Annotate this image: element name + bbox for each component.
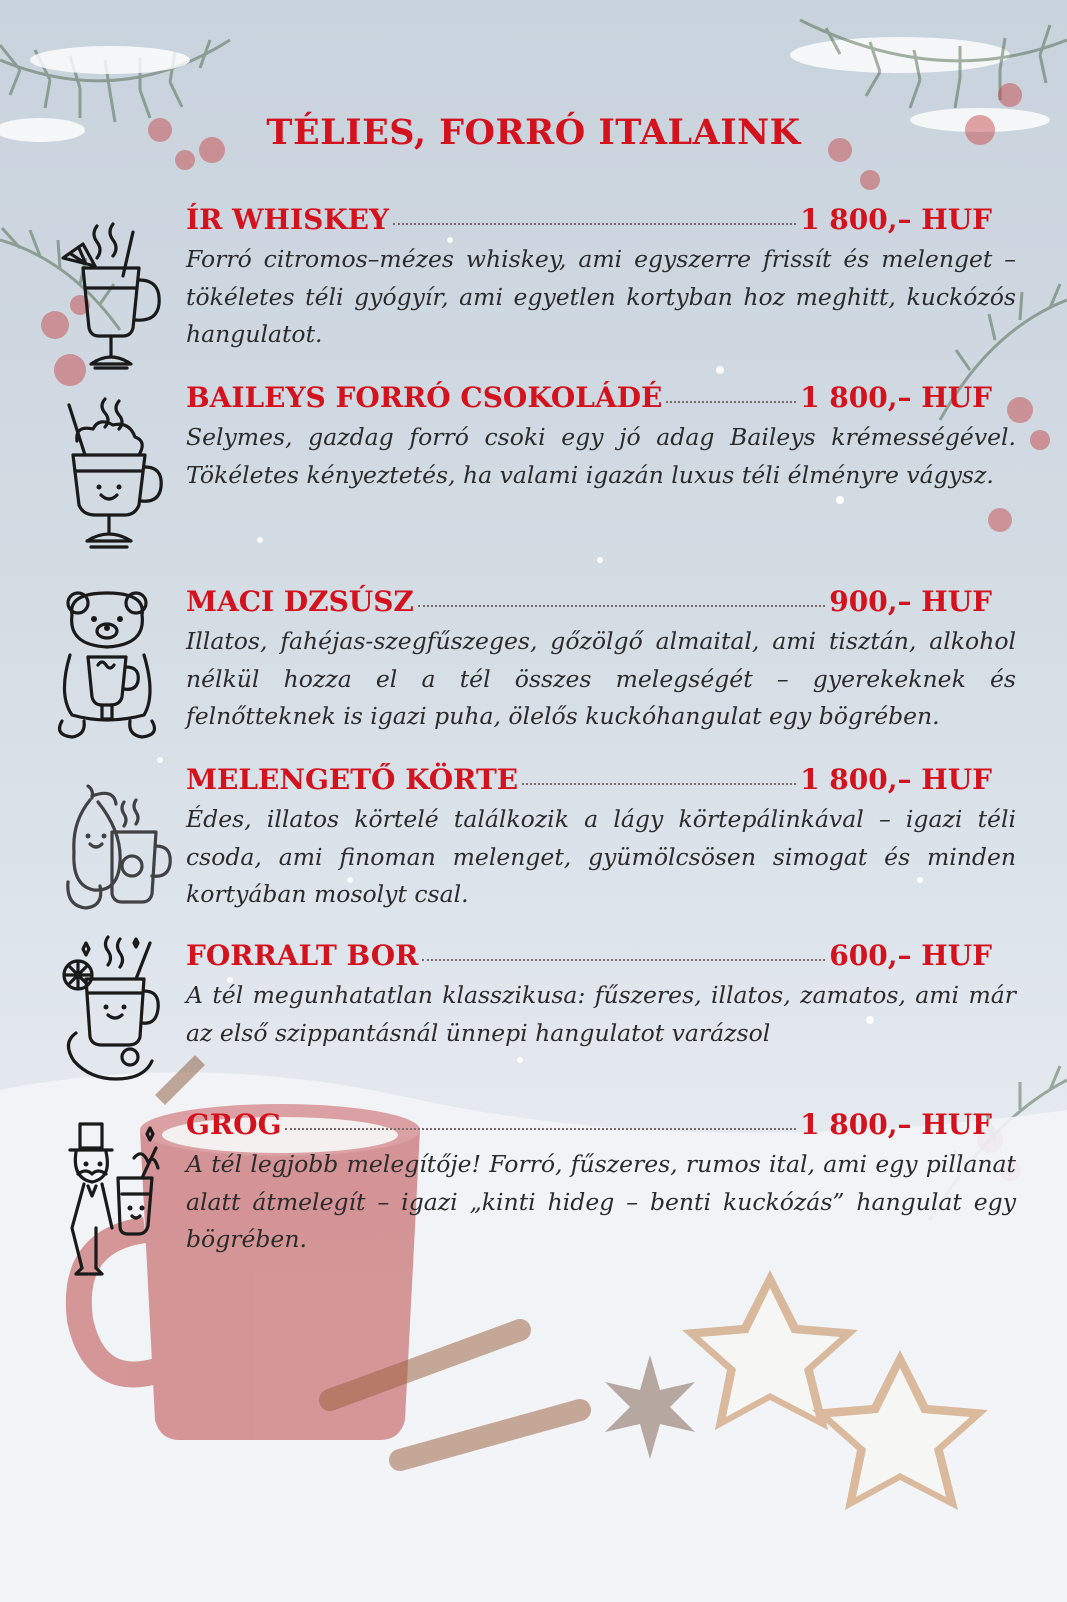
- dot-leader: [666, 401, 796, 403]
- dot-leader: [522, 783, 796, 785]
- menu-item-ir-whiskey: [186, 203, 1016, 354]
- gentleman-grog-icon: [62, 1118, 172, 1278]
- pear-mug-icon: [64, 782, 174, 942]
- item-price: 1 800,– HUF: [800, 763, 992, 796]
- item-name: FORRALT BOR: [186, 939, 419, 972]
- menu-item-melengeto-korte: [186, 763, 1016, 914]
- item-description: Forró citromos–mézes whiskey, ami egyszerre frissít és melenget – tökéletes téli gyógyír, ami egyetlen kortyban hoz meghitt, kuckózós hangulatot.: [186, 245, 1016, 348]
- item-description: A tél megunhatatlan klasszikusa: fűszeres, illatos, zamatos, ami már az első szippantásnál ünnepi hangulatot varázsol: [186, 981, 1016, 1047]
- dot-leader: [285, 1128, 796, 1130]
- page-title: TÉLIES, FORRÓ ITALAINK: [266, 112, 801, 153]
- menu-item-maci-dzsusz: [186, 585, 1016, 736]
- item-description: Selymes, gazdag forró csoki egy jó adag Baileys krémességével. Tökéletes kényeztetés, ha valami igazán luxus téli élményre vágysz.: [186, 423, 1016, 489]
- dot-leader: [422, 959, 825, 961]
- item-price: 600,– HUF: [829, 939, 992, 972]
- item-description: Édes, illatos körtelé találkozik a lágy körtepálinkával – igazi téli csoda, ami finoman melenget, gyümölcsösen simogat és minden kortyában mosolyt csal.: [186, 805, 1016, 908]
- item-name: BAILEYS FORRÓ CSOKOLÁDÉ: [186, 381, 663, 414]
- item-price: 900,– HUF: [829, 585, 992, 618]
- item-description: A tél legjobb melegítője! Forró, fűszeres, rumos ital, ami egy pillanat alatt átmelegít – igazi „kinti hideg – benti kuckózás” hangulat egy bögrében.: [186, 1150, 1016, 1253]
- item-name: MACI DZSÚSZ: [186, 585, 414, 618]
- item-price: 1 800,– HUF: [800, 1108, 992, 1141]
- item-name: GROG: [186, 1108, 282, 1141]
- dot-leader: [418, 605, 825, 607]
- dot-leader: [393, 223, 796, 225]
- menu-item-forralt-bor: [186, 939, 1016, 1052]
- item-description: Illatos, fahéjas-szegfűszeges, gőzölgő almaital, ami tisztán, alkohol nélkül hozza el a tél összes melegségét – gyerekeknek és felnőtteknek is igazi puha, ölelős kuckóhangulat egy bögrében.: [186, 627, 1016, 730]
- mulled-wine-mug-icon: [56, 933, 166, 1093]
- item-price: 1 800,– HUF: [800, 203, 992, 236]
- hot-chocolate-glass-icon: [55, 395, 165, 555]
- item-name: MELENGETŐ KÖRTE: [186, 763, 519, 796]
- teddy-bear-mug-icon: [52, 585, 162, 745]
- item-name: ÍR WHISKEY: [186, 203, 389, 236]
- menu-item-baileys: [186, 381, 1016, 494]
- irish-coffee-glass-icon: [55, 218, 165, 378]
- item-price: 1 800,– HUF: [800, 381, 992, 414]
- menu-item-grog: [186, 1108, 1016, 1259]
